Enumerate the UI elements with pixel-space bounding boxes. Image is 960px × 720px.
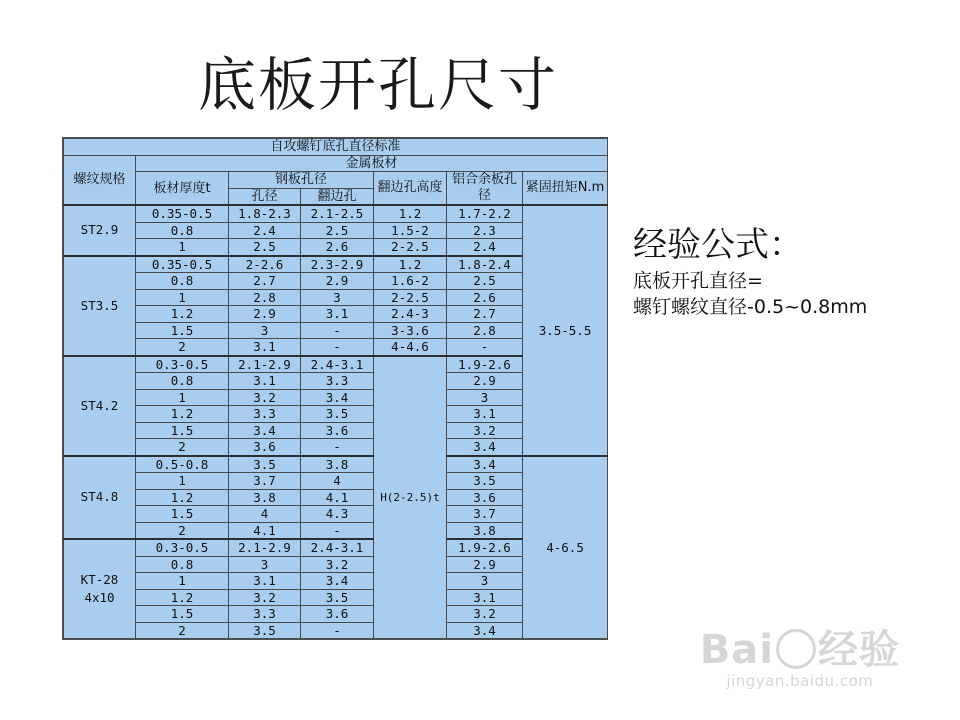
torque-cell-st48-kt28: 4-6.5 bbox=[523, 456, 608, 639]
aluminum-hole-cell: - bbox=[447, 339, 523, 356]
steel-hole-cell: 3.1 bbox=[229, 373, 301, 390]
table-caption: 自攻螺钉底孔直径标准 bbox=[64, 139, 608, 156]
thickness-cell: 2 bbox=[136, 439, 229, 456]
steel-hole-cell: 3 bbox=[229, 556, 301, 573]
aluminum-hole-cell: 2.8 bbox=[447, 322, 523, 339]
aluminum-hole-cell: 3.1 bbox=[447, 406, 523, 423]
steel-hole-cell: 2.1-2.9 bbox=[229, 539, 301, 556]
spec-table-container bbox=[62, 137, 608, 640]
thickness-cell: 1.5 bbox=[136, 322, 229, 339]
formula-heading: 经验公式： bbox=[633, 225, 803, 265]
steel-hole-cell: 3.8 bbox=[229, 489, 301, 506]
steel-flanged-hole-cell: 3.8 bbox=[301, 456, 374, 473]
aluminum-hole-cell: 3.4 bbox=[447, 456, 523, 473]
steel-flanged-hole-cell: 2.1-2.5 bbox=[301, 205, 374, 222]
steel-flanged-hole-cell: 3.4 bbox=[301, 389, 374, 406]
steel-hole-cell: 3.6 bbox=[229, 439, 301, 456]
steel-flanged-hole-cell: 3.2 bbox=[301, 556, 374, 573]
flange-height-cell: 1.6-2 bbox=[374, 273, 447, 290]
header-steel-hole-flanged: 翻边孔 bbox=[301, 188, 374, 205]
steel-hole-cell: 3.2 bbox=[229, 389, 301, 406]
header-thread-spec: 螺纹规格 bbox=[64, 155, 136, 205]
thickness-cell: 0.35-0.5 bbox=[136, 205, 229, 222]
aluminum-hole-cell: 3.4 bbox=[447, 439, 523, 456]
steel-hole-cell: 2.8 bbox=[229, 289, 301, 306]
thickness-cell: 2 bbox=[136, 339, 229, 356]
steel-hole-cell: 3.5 bbox=[229, 622, 301, 639]
steel-flanged-hole-cell: 2.4-3.1 bbox=[301, 539, 374, 556]
steel-hole-cell: 3 bbox=[229, 322, 301, 339]
watermark-url: jingyan.baidu.com bbox=[726, 672, 874, 690]
thread-spec-cell bbox=[64, 456, 136, 540]
watermark-logo bbox=[700, 628, 900, 672]
header-steel-hole-plain: 孔径 bbox=[229, 188, 301, 205]
paw-icon bbox=[776, 629, 816, 669]
thread-spec-cell bbox=[64, 356, 136, 456]
steel-flanged-hole-cell: 4.1 bbox=[301, 489, 374, 506]
steel-flanged-hole-cell: 2.6 bbox=[301, 239, 374, 256]
flange-height-cell: 3-3.6 bbox=[374, 322, 447, 339]
steel-flanged-hole-cell: 2.5 bbox=[301, 222, 374, 239]
thickness-cell: 0.8 bbox=[136, 222, 229, 239]
steel-flanged-hole-cell: - bbox=[301, 322, 374, 339]
steel-flanged-hole-cell: 2.4-3.1 bbox=[301, 356, 374, 373]
thickness-cell: 0.8 bbox=[136, 556, 229, 573]
flange-height-cell: 2-2.5 bbox=[374, 239, 447, 256]
steel-flanged-hole-cell: 3.3 bbox=[301, 373, 374, 390]
steel-hole-cell: 2.1-2.9 bbox=[229, 356, 301, 373]
thickness-cell: 0.35-0.5 bbox=[136, 256, 229, 273]
baidu-jingyan-watermark bbox=[700, 628, 900, 690]
steel-hole-cell: 2.5 bbox=[229, 239, 301, 256]
steel-flanged-hole-cell: - bbox=[301, 622, 374, 639]
steel-flanged-hole-cell: 2.9 bbox=[301, 273, 374, 290]
thickness-cell: 2 bbox=[136, 522, 229, 539]
aluminum-hole-cell: 3.7 bbox=[447, 506, 523, 523]
torque-cell-st29-st42: 3.5-5.5 bbox=[523, 205, 608, 456]
thread-spec-cell bbox=[64, 539, 136, 639]
thread-spec-label: KT-28 bbox=[80, 572, 119, 587]
thickness-cell: 1 bbox=[136, 573, 229, 590]
thickness-cell: 0.5-0.8 bbox=[136, 456, 229, 473]
flange-height-cell: 2.4-3 bbox=[374, 306, 447, 323]
steel-flanged-hole-cell: 3.6 bbox=[301, 606, 374, 623]
aluminum-hole-cell: 2.4 bbox=[447, 239, 523, 256]
flange-height-cell: 1.5-2 bbox=[374, 222, 447, 239]
aluminum-hole-cell: 2.7 bbox=[447, 306, 523, 323]
aluminum-hole-cell: 1.8-2.4 bbox=[447, 256, 523, 273]
thickness-cell: 1 bbox=[136, 473, 229, 490]
steel-flanged-hole-cell: 4.3 bbox=[301, 506, 374, 523]
aluminum-hole-cell: 2.5 bbox=[447, 273, 523, 290]
steel-flanged-hole-cell: 2.3-2.9 bbox=[301, 256, 374, 273]
watermark-logo-right: 经验 bbox=[818, 627, 900, 673]
formula-line-2: 螺钉螺纹直径-0.5~0.8mm bbox=[633, 296, 868, 318]
steel-flanged-hole-cell: - bbox=[301, 439, 374, 456]
header-steel-hole: 钢板孔径 bbox=[229, 172, 374, 189]
aluminum-hole-cell: 2.9 bbox=[447, 556, 523, 573]
aluminum-hole-cell: 2.6 bbox=[447, 289, 523, 306]
steel-flanged-hole-cell: 3.6 bbox=[301, 422, 374, 439]
steel-hole-cell: 2-2.6 bbox=[229, 256, 301, 273]
thickness-cell: 1.2 bbox=[136, 589, 229, 606]
steel-hole-cell: 3.1 bbox=[229, 573, 301, 590]
formula-line-1: 底板开孔直径= bbox=[633, 270, 763, 292]
steel-hole-cell: 4.1 bbox=[229, 522, 301, 539]
steel-flanged-hole-cell: 4 bbox=[301, 473, 374, 490]
header-flange-height: 翻边孔高度 bbox=[374, 172, 447, 206]
aluminum-hole-cell: 3.4 bbox=[447, 622, 523, 639]
steel-hole-cell: 3.2 bbox=[229, 589, 301, 606]
steel-hole-cell: 3.1 bbox=[229, 339, 301, 356]
thickness-cell: 1.5 bbox=[136, 506, 229, 523]
steel-flanged-hole-cell: 3.1 bbox=[301, 306, 374, 323]
aluminum-hole-cell: 3.2 bbox=[447, 422, 523, 439]
tapping-screw-hole-table bbox=[63, 138, 608, 639]
steel-flanged-hole-cell: 3.5 bbox=[301, 406, 374, 423]
thickness-cell: 1 bbox=[136, 289, 229, 306]
thickness-cell: 1.2 bbox=[136, 306, 229, 323]
steel-hole-cell: 3.7 bbox=[229, 473, 301, 490]
thickness-cell: 1 bbox=[136, 239, 229, 256]
aluminum-hole-cell: 1.9-2.6 bbox=[447, 539, 523, 556]
header-aluminum-hole: 铝合余板孔径 bbox=[447, 172, 523, 206]
steel-hole-cell: 2.9 bbox=[229, 306, 301, 323]
steel-flanged-hole-cell: - bbox=[301, 339, 374, 356]
thickness-cell: 1.2 bbox=[136, 489, 229, 506]
empirical-formula bbox=[633, 222, 867, 320]
thickness-cell: 1 bbox=[136, 389, 229, 406]
table-row bbox=[64, 456, 608, 473]
steel-flanged-hole-cell: - bbox=[301, 522, 374, 539]
aluminum-hole-cell: 3.5 bbox=[447, 473, 523, 490]
header-torque: 紧固扭矩N.m bbox=[523, 172, 608, 206]
thickness-cell: 1.5 bbox=[136, 422, 229, 439]
steel-flanged-hole-cell: 3 bbox=[301, 289, 374, 306]
aluminum-hole-cell: 1.9-2.6 bbox=[447, 356, 523, 373]
thread-spec-cell bbox=[64, 256, 136, 356]
steel-hole-cell: 2.7 bbox=[229, 273, 301, 290]
aluminum-hole-cell: 3.1 bbox=[447, 589, 523, 606]
aluminum-hole-cell: 1.7-2.2 bbox=[447, 205, 523, 222]
steel-hole-cell: 4 bbox=[229, 506, 301, 523]
flange-height-cell: 1.2 bbox=[374, 205, 447, 222]
thickness-cell: 0.3-0.5 bbox=[136, 356, 229, 373]
steel-flanged-hole-cell: 3.4 bbox=[301, 573, 374, 590]
thread-spec-label: ST4.8 bbox=[80, 489, 119, 505]
steel-hole-cell: 3.3 bbox=[229, 606, 301, 623]
steel-hole-cell: 3.4 bbox=[229, 422, 301, 439]
aluminum-hole-cell: 2.3 bbox=[447, 222, 523, 239]
aluminum-hole-cell: 3.8 bbox=[447, 522, 523, 539]
slide-title: 底板开孔尺寸 bbox=[198, 51, 559, 119]
flange-height-merged-cell: H(2-2.5)t bbox=[374, 356, 447, 639]
watermark-logo-left: Bai bbox=[699, 627, 774, 673]
steel-hole-cell: 3.5 bbox=[229, 456, 301, 473]
steel-hole-cell: 2.4 bbox=[229, 222, 301, 239]
thread-spec-cell bbox=[64, 205, 136, 256]
table-row bbox=[64, 205, 608, 222]
thickness-cell: 1.5 bbox=[136, 606, 229, 623]
thread-spec-label: ST4.2 bbox=[80, 397, 119, 413]
aluminum-hole-cell: 3 bbox=[447, 573, 523, 590]
flange-height-cell: 1.2 bbox=[374, 256, 447, 273]
aluminum-hole-cell: 3.2 bbox=[447, 606, 523, 623]
steel-flanged-hole-cell: 3.5 bbox=[301, 589, 374, 606]
steel-hole-cell: 3.3 bbox=[229, 406, 301, 423]
header-metal-sheet: 金属板材 bbox=[136, 155, 608, 172]
thickness-cell: 2 bbox=[136, 622, 229, 639]
header-thickness: 板材厚度t bbox=[136, 172, 229, 206]
steel-hole-cell: 1.8-2.3 bbox=[229, 205, 301, 222]
thread-spec-size: 4x10 bbox=[84, 590, 115, 605]
thickness-cell: 0.8 bbox=[136, 273, 229, 290]
aluminum-hole-cell: 2.9 bbox=[447, 373, 523, 390]
thickness-cell: 0.8 bbox=[136, 373, 229, 390]
thickness-cell: 1.2 bbox=[136, 406, 229, 423]
thread-spec-label: ST3.5 bbox=[80, 297, 119, 313]
flange-height-cell: 2-2.5 bbox=[374, 289, 447, 306]
thickness-cell: 0.3-0.5 bbox=[136, 539, 229, 556]
thread-spec-label: ST2.9 bbox=[80, 222, 119, 238]
flange-height-cell: 4-4.6 bbox=[374, 339, 447, 356]
aluminum-hole-cell: 3 bbox=[447, 389, 523, 406]
aluminum-hole-cell: 3.6 bbox=[447, 489, 523, 506]
